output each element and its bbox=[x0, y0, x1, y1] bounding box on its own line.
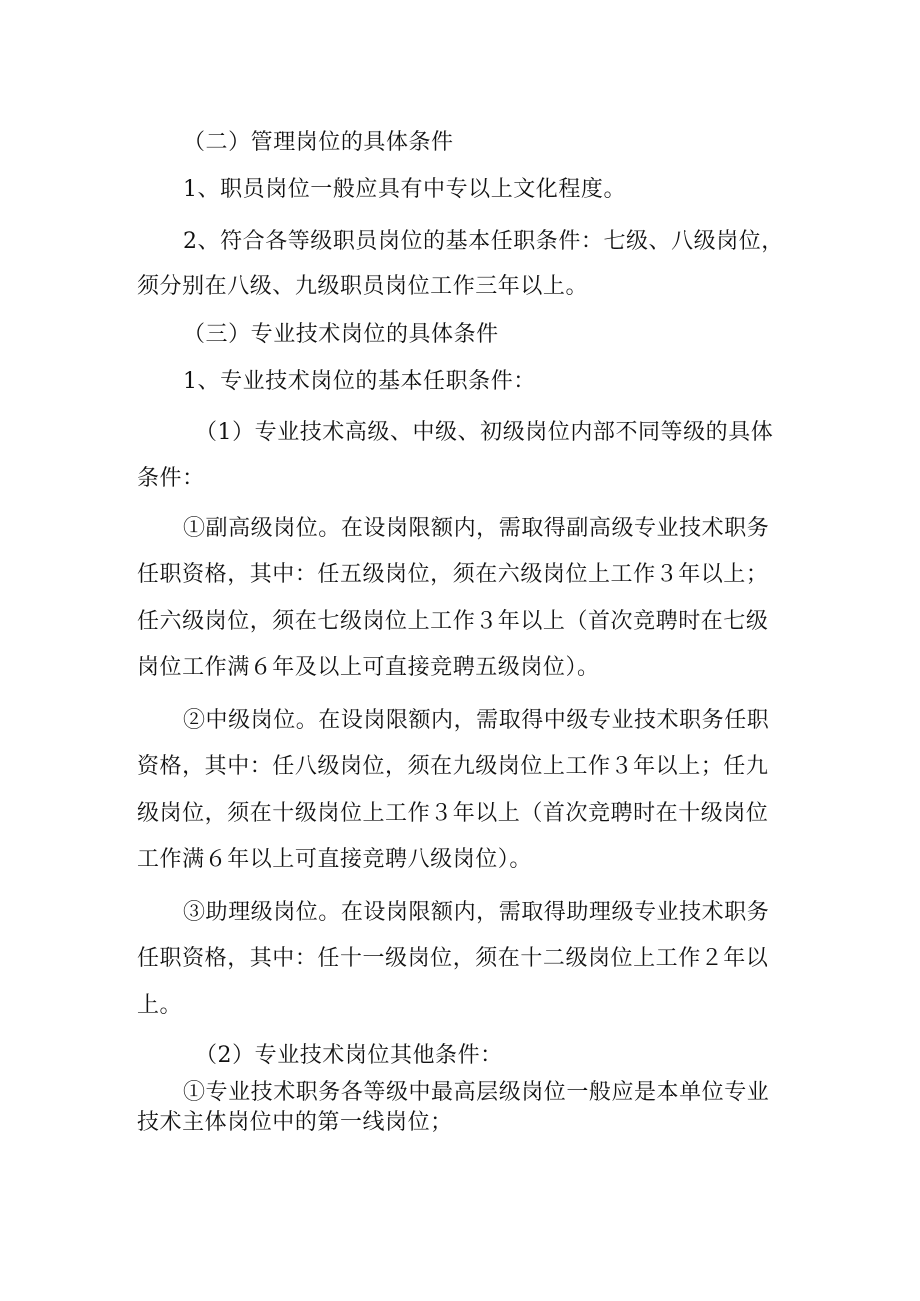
paragraph-line: 1、职员岗位一般应具有中专以上文化程度。 bbox=[183, 177, 626, 202]
paragraph-line: 2、符合各等级职员岗位的基本任职条件：七级、八级岗位， bbox=[183, 229, 784, 254]
paragraph-line: 任职资格，其中：任十一级岗位，须在十二级岗位上工作２年以 bbox=[137, 946, 769, 971]
paragraph-line: 须分别在八级、九级职员岗位工作三年以上。 bbox=[137, 274, 589, 299]
paragraph-line: 级岗位，须在十级岗位上工作３年以上（首次竞聘时在十级岗位 bbox=[137, 801, 769, 826]
paragraph-line: （2）专业技术岗位其他条件： bbox=[195, 1043, 503, 1068]
section-heading-technical: （三）专业技术岗位的具体条件 bbox=[183, 322, 499, 347]
paragraph-line: ②中级岗位。在设岗限额内，需取得中级专业技术职务任职 bbox=[183, 708, 770, 733]
paragraph-line: 工作满６年以上可直接竞聘八级岗位）。 bbox=[137, 847, 532, 872]
paragraph-line: 技术主体岗位中的第一线岗位； bbox=[137, 1110, 453, 1135]
section-heading-management: （二）管理岗位的具体条件 bbox=[183, 130, 454, 155]
paragraph-line: （1）专业技术高级、中级、初级岗位内部不同等级的具体 bbox=[195, 420, 774, 445]
paragraph-line: ③助理级岗位。在设岗限额内，需取得助理级专业技术职务 bbox=[183, 900, 770, 925]
paragraph-line: 条件： bbox=[137, 466, 205, 491]
paragraph-line: ①副高级岗位。在设岗限额内，需取得副高级专业技术职务 bbox=[183, 516, 770, 541]
paragraph-line: 上。 bbox=[137, 993, 183, 1018]
paragraph-line: 1、专业技术岗位的基本任职条件： bbox=[183, 369, 536, 394]
paragraph-line: 任六级岗位，须在七级岗位上工作３年以上（首次竞聘时在七级 bbox=[137, 609, 769, 634]
paragraph-line: 岗位工作满６年及以上可直接竞聘五级岗位）。 bbox=[137, 655, 600, 680]
paragraph-line: ①专业技术职务各等级中最高层级岗位一般应是本单位专业 bbox=[183, 1080, 770, 1105]
paragraph-line: 任职资格，其中：任五级岗位，须在六级岗位上工作３年以上； bbox=[137, 562, 769, 587]
paragraph-line: 资格，其中：任八级岗位，须在九级岗位上工作３年以上；任九 bbox=[137, 754, 769, 779]
